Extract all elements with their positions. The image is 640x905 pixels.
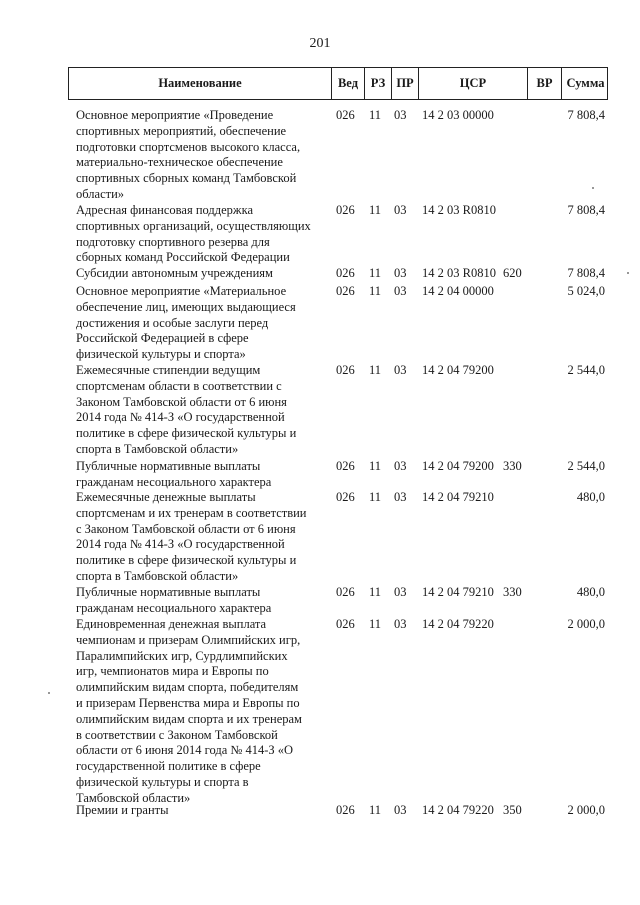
- scan-speck: [627, 272, 629, 274]
- row-ved: 026: [336, 490, 355, 504]
- row-name-line: спорта в Тамбовской области»: [76, 568, 239, 583]
- scan-speck: [48, 692, 50, 694]
- row-ved: 026: [336, 585, 355, 599]
- row-sum: 2 000,0: [567, 803, 605, 817]
- row-name-line: в соответствии с Законом Тамбовской: [76, 727, 278, 742]
- row-rz: 11: [369, 266, 382, 280]
- row-name-line: достижения и особые заслуги перед: [76, 315, 269, 330]
- row-name-line: материально-техническое обеспечение: [76, 155, 283, 170]
- row-name-line: Основное мероприятие «Материальное: [76, 284, 287, 298]
- row-name-line: игр, чемпионатов мира и Европы по: [76, 664, 269, 679]
- row-pr: 03: [394, 490, 407, 504]
- row-name-line: государственной политике в сфере: [76, 759, 261, 774]
- table-header: [68, 67, 608, 100]
- row-sum: 480,0: [576, 585, 605, 599]
- row-name-line: Законом Тамбовской области от 6 июня: [76, 394, 287, 409]
- row-csr: 14 2 04 79200: [422, 363, 494, 377]
- row-csr: 14 2 03 00000: [422, 108, 494, 122]
- row-name-line: области»: [76, 186, 125, 201]
- row-csr: 14 2 04 79210: [422, 490, 494, 504]
- row-name-line: политике в сфере физической культуры и: [76, 426, 297, 441]
- header-ved: Вед: [332, 68, 365, 99]
- row-pr: 03: [394, 108, 407, 122]
- row-name-line: олимпийским видам спорта, победителям: [76, 680, 299, 695]
- row-pr: 03: [394, 617, 407, 631]
- row-csr: 14 2 03 R0810: [422, 266, 496, 280]
- row-csr: 14 2 04 79210: [422, 585, 494, 599]
- row-name-line: Основное мероприятие «Проведение: [76, 108, 274, 122]
- row-sum: 2 000,0: [567, 617, 605, 631]
- row-rz: 11: [369, 363, 382, 377]
- row-name-line: Тамбовской области»: [76, 790, 191, 805]
- row-name-line: подготовки спортсменов высокого класса,: [76, 139, 301, 154]
- row-rz: 11: [369, 490, 382, 504]
- row-name: [76, 617, 332, 807]
- row-name-line: области от 6 июня 2014 года № 414-З «О: [76, 743, 294, 758]
- row-rz: 11: [369, 617, 382, 631]
- row-csr: 14 2 03 R0810: [422, 203, 496, 217]
- row-name-line: с Законом Тамбовской области от 6 июня: [76, 521, 296, 536]
- row-pr: 03: [394, 585, 407, 599]
- row-ved: 026: [336, 203, 355, 217]
- row-sum: 7 808,4: [567, 108, 605, 122]
- row-pr: 03: [394, 266, 407, 280]
- row-name-line: физической культуры и спорта в: [76, 774, 249, 789]
- row-name: [76, 284, 332, 363]
- row-name-line: Субсидии автономным учреждениям: [76, 266, 273, 280]
- row-name-line: спортивных мероприятий, обеспечение: [76, 123, 287, 138]
- row-vr: 350: [503, 803, 522, 817]
- row-sum: 2 544,0: [567, 459, 605, 473]
- row-name-line: Публичные нормативные выплаты: [76, 459, 261, 473]
- row-name-line: Премии и гранты: [76, 803, 169, 817]
- row-name-line: спортсменам и их тренерам в соответствии: [76, 505, 307, 520]
- row-name-line: 2014 года № 414-З «О государственной: [76, 537, 285, 552]
- row-sum: 7 808,4: [567, 203, 605, 217]
- row-name: [76, 363, 332, 458]
- header-name: Наименование: [69, 68, 332, 99]
- row-name-line: подготовку спортивного резерва для: [76, 234, 270, 249]
- row-name-line: политике в сфере физической культуры и: [76, 553, 297, 568]
- row-name: [76, 203, 332, 266]
- row-name-line: Ежемесячные стипендии ведущим: [76, 363, 261, 377]
- header-rz: РЗ: [365, 68, 392, 99]
- row-name-line: сборных команд Российской Федерации: [76, 250, 290, 265]
- row-rz: 11: [369, 108, 382, 122]
- row-csr: 14 2 04 79200: [422, 459, 494, 473]
- row-ved: 026: [336, 803, 355, 817]
- page-number: 201: [309, 36, 331, 51]
- row-csr: 14 2 04 00000: [422, 284, 494, 298]
- row-name-line: Российской Федерацией в сфере: [76, 331, 249, 346]
- row-name-line: спорта в Тамбовской области»: [76, 441, 239, 456]
- row-name-line: физической культуры и спорта»: [76, 347, 246, 362]
- row-ved: 026: [336, 108, 355, 122]
- row-rz: 11: [369, 585, 382, 599]
- row-rz: 11: [369, 803, 382, 817]
- row-pr: 03: [394, 459, 407, 473]
- row-pr: 03: [394, 803, 407, 817]
- row-vr: 330: [503, 585, 522, 599]
- row-name-line: спортсменам области в соответствии с: [76, 378, 282, 393]
- row-pr: 03: [394, 363, 407, 377]
- row-sum: 7 808,4: [567, 266, 605, 280]
- row-rz: 11: [369, 203, 382, 217]
- row-ved: 026: [336, 266, 355, 280]
- header-sum: Сумма: [566, 76, 605, 90]
- row-rz: 11: [369, 459, 382, 473]
- row-name-line: спортивных сборных команд Тамбовской: [76, 171, 297, 186]
- row-ved: 026: [336, 459, 355, 473]
- row-name-line: Паралимпийских игр, Сурдлимпийских: [76, 648, 288, 663]
- row-name-line: гражданам несоциального характера: [76, 600, 272, 615]
- row-name: [76, 490, 332, 585]
- row-name: [76, 108, 332, 203]
- row-sum: 5 024,0: [567, 284, 605, 298]
- scan-speck: [592, 187, 594, 189]
- row-sum: 2 544,0: [567, 363, 605, 377]
- header-pr: ПР: [392, 68, 419, 99]
- row-ved: 026: [336, 617, 355, 631]
- row-name-line: 2014 года № 414-З «О государственной: [76, 410, 285, 425]
- row-ved: 026: [336, 363, 355, 377]
- row-name: [76, 803, 332, 819]
- row-name-line: и призерам Первенства мира и Европы по: [76, 695, 300, 710]
- row-pr: 03: [394, 284, 407, 298]
- row-ved: 026: [336, 284, 355, 298]
- row-name: [76, 585, 332, 617]
- row-name-line: Публичные нормативные выплаты: [76, 585, 261, 599]
- row-name-line: спортивных организаций, осуществляющих: [76, 218, 311, 233]
- row-name: [76, 459, 332, 491]
- header-csr: ЦСР: [419, 68, 528, 99]
- row-rz: 11: [369, 284, 382, 298]
- row-name: [76, 266, 332, 282]
- row-csr: 14 2 04 79220: [422, 803, 494, 817]
- row-vr: 620: [503, 266, 522, 280]
- row-name-line: Адресная финансовая поддержка: [76, 203, 253, 217]
- row-sum: 480,0: [576, 490, 605, 504]
- row-name-line: чемпионам и призерам Олимпийских игр,: [76, 632, 301, 647]
- row-csr: 14 2 04 79220: [422, 617, 494, 631]
- row-name-line: Единовременная денежная выплата: [76, 617, 267, 631]
- header-vr: ВР: [528, 68, 562, 99]
- row-name-line: олимпийским видам спорта и их тренерам: [76, 711, 302, 726]
- row-name-line: обеспечение лиц, имеющих выдающиеся: [76, 299, 296, 314]
- row-vr: 330: [503, 459, 522, 473]
- row-name-line: гражданам несоциального характера: [76, 474, 272, 489]
- row-name-line: Ежемесячные денежные выплаты: [76, 490, 256, 504]
- row-pr: 03: [394, 203, 407, 217]
